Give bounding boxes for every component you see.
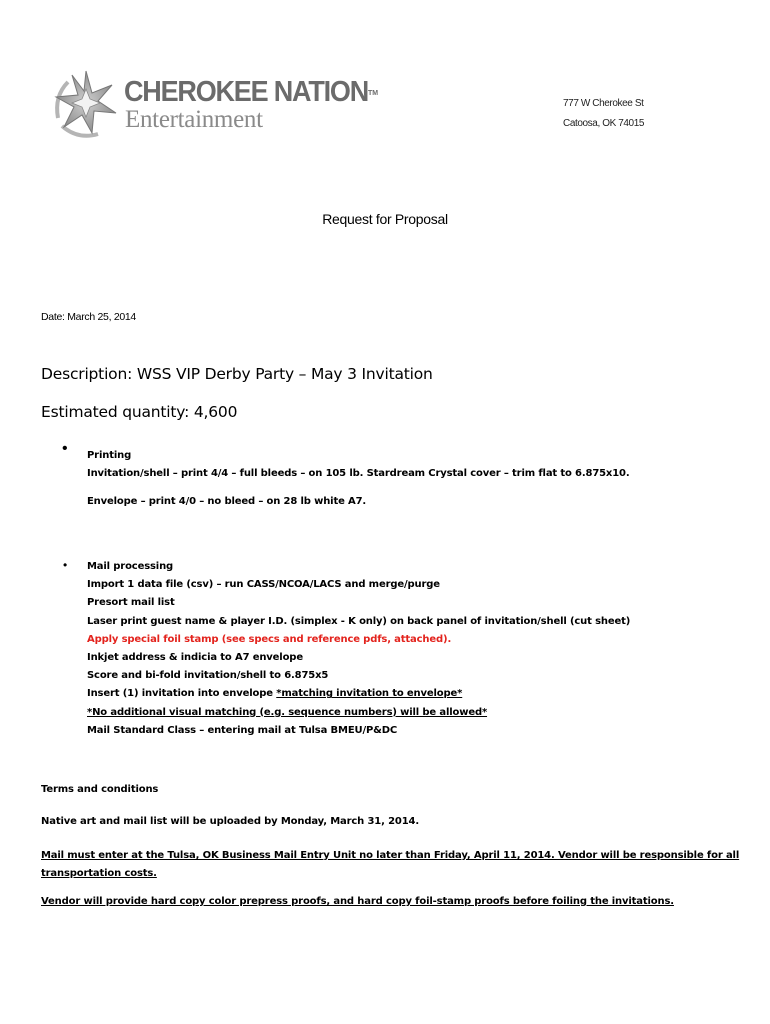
company-logo — [48, 66, 379, 140]
terms-heading: Terms and conditions — [41, 784, 159, 795]
mail-step-laser-print: Laser print guest name & player I.D. (simplex - K only) on back panel of invitation/shell (cut sheet) — [87, 615, 631, 627]
mail-step-standard-class: Mail Standard Class – entering mail at Tulsa BMEU/P&DC — [87, 724, 398, 736]
printing-invitation-line: Invitation/shell – print 4/4 – full bleeds – on 105 lb. Stardream Crystal cover – trim flat to 6.875x10. — [87, 468, 630, 479]
terms-vendor-proofs: Vendor will provide hard copy color prepress proofs, and hard copy foil-stamp proofs before foiling the invitations. — [41, 896, 674, 907]
mail-step-inkjet: Inkjet address & indicia to A7 envelope — [87, 652, 303, 664]
description-heading: Description: WSS VIP Derby Party – May 3 Invitation — [41, 365, 433, 383]
star-emblem-icon — [48, 66, 124, 140]
terms-native-art: Native art and mail list will be uploaded by Monday, March 31, 2014. — [41, 816, 419, 827]
mail-step-presort: Presort mail list — [87, 597, 175, 609]
printing-heading: Printing — [87, 450, 132, 461]
terms-mail-entry-line-2: transportation costs. — [41, 868, 157, 879]
mail-processing-heading: Mail processing — [87, 561, 174, 572]
mail-step-insert-text: Insert (1) invitation into envelope — [87, 688, 277, 700]
matching-note: *matching invitation to envelope* — [276, 688, 463, 700]
mail-step-import: Import 1 data file (csv) – run CASS/NCOA/LACS and merge/purge — [87, 579, 440, 591]
document-date: Date: March 25, 2014 — [41, 311, 136, 323]
printing-envelope-line: Envelope – print 4/0 – no bleed – on 28 lb white A7. — [87, 496, 367, 507]
quantity-heading: Estimated quantity: 4,600 — [41, 403, 238, 421]
terms-mail-entry-line-1: Mail must enter at the Tulsa, OK Business Mail Entry Unit no later than Friday, April 11, 2014. Vendor will be responsible for all — [41, 850, 740, 861]
address-line-1: 777 W Cherokee St — [563, 98, 644, 109]
printing-section — [87, 447, 630, 483]
logo-subtitle: Entertainment — [125, 106, 263, 133]
no-visual-matching-note: *No additional visual matching (e.g. sequence numbers) will be allowed* — [87, 706, 488, 718]
logo-trademark: TM — [368, 89, 379, 97]
bullet-printing: • — [62, 440, 68, 457]
company-address — [563, 94, 644, 134]
mail-step-score-fold: Score and bi-fold invitation/shell to 6.875x5 — [87, 670, 329, 682]
terms-mail-entry — [41, 847, 739, 883]
bullet-mail-processing: • — [63, 558, 68, 572]
logo-wordmark: CHEROKEE NATION™ — [124, 76, 379, 108]
mail-step-insert — [87, 685, 630, 703]
mail-processing-section — [87, 558, 630, 740]
address-line-2: Catoosa, OK 74015 — [563, 118, 645, 129]
page-title: Request for Proposal — [322, 211, 448, 227]
mail-step-foil-stamp: Apply special foil stamp (see specs and reference pdfs, attached). — [87, 633, 452, 645]
